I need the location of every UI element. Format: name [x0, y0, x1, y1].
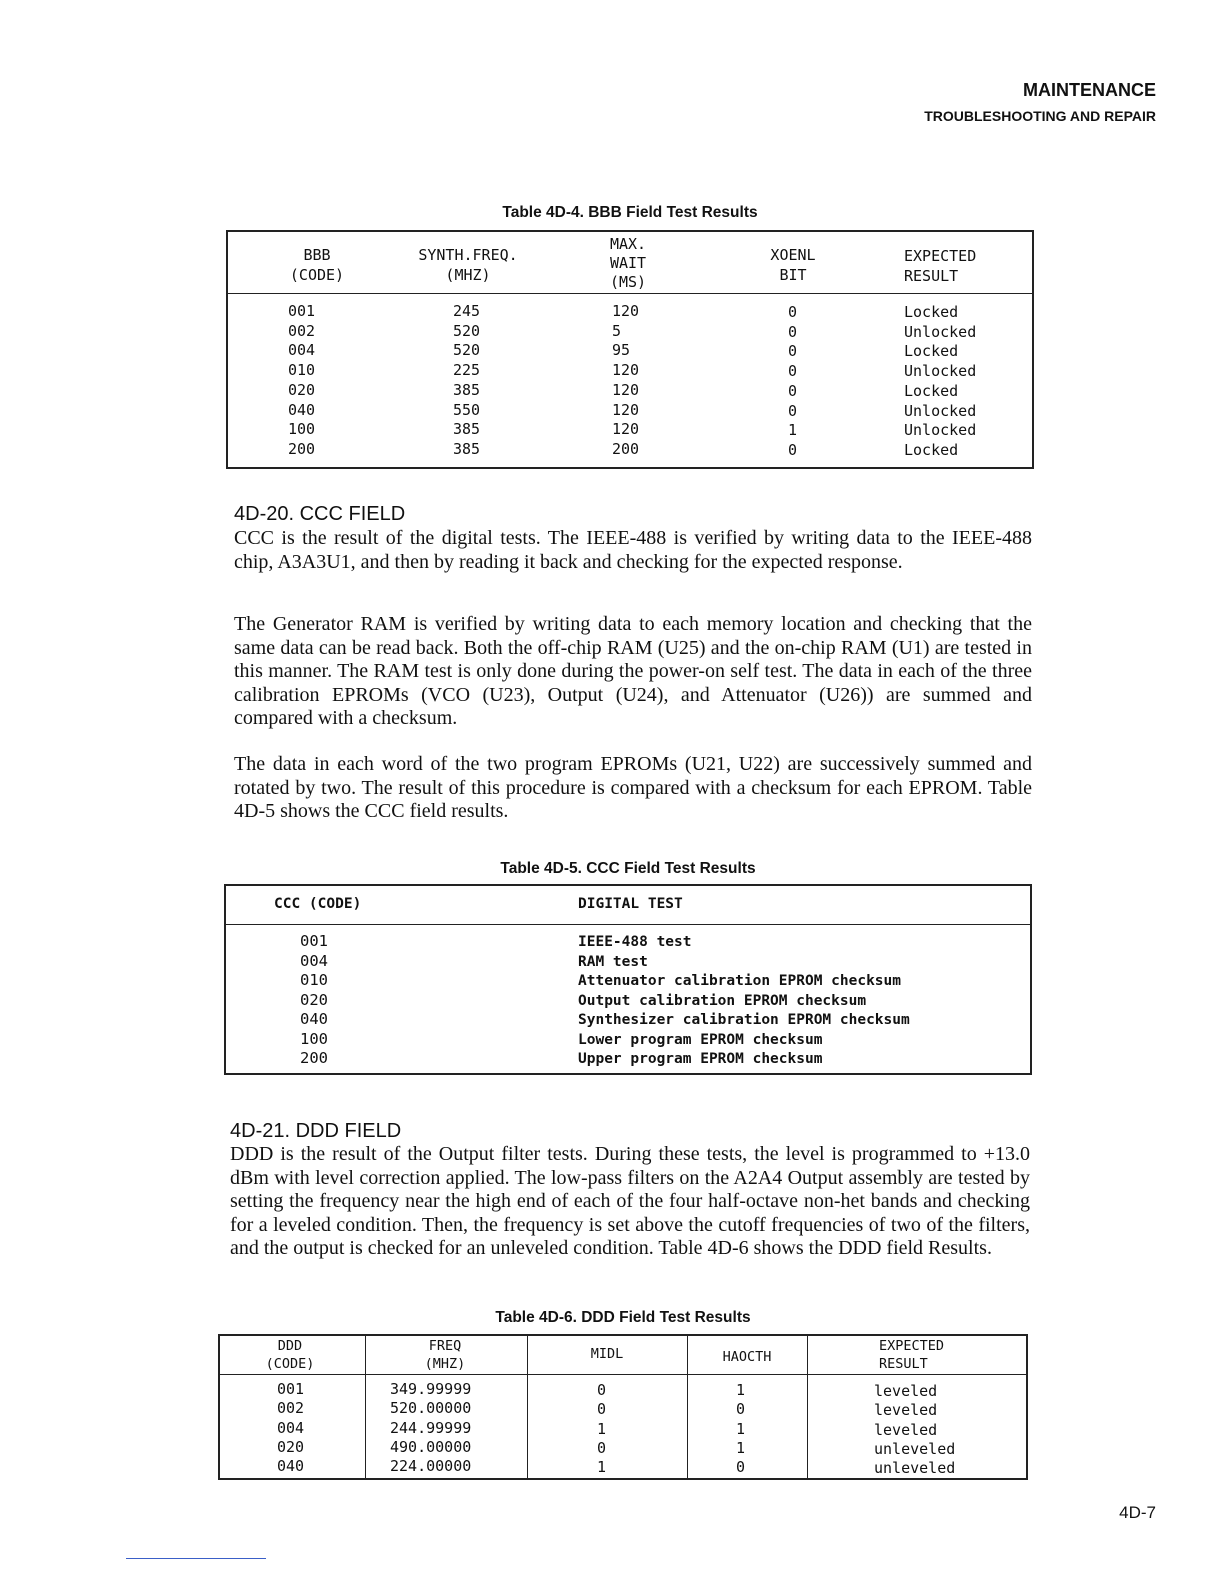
table-row-code: 100 — [300, 1029, 328, 1048]
table-row-code: 040 — [288, 400, 316, 419]
table-row-midl: 0 — [597, 1381, 607, 1399]
table-row-wait: 120 — [612, 380, 640, 399]
paragraph-ccc-1: CCC is the result of the digital tests. The IEEE-488 is verified by writing data to the IEEE-488 chip, A3A3U1, and then by reading it back and checking for the expected response. — [234, 527, 1032, 573]
table-row-haocth: 0 — [736, 1400, 746, 1419]
column-wait — [612, 302, 639, 460]
paragraph-ddd-1: DDD is the result of the Output filter tests. During these tests, the level is programmed to +13.0 dBm with level correction applied. The low-pass filters on the A2A4 Output assembly are tested by setting the frequency near the high end of each of the four half-octave non-het bands and checking for a leveled condition. Then, the frequency is set above the cutoff frequencies of two of the filters, and the output is checked for an unleveled condition. Table 4D-6 shows the DDD field Results. — [230, 1143, 1030, 1259]
table-row-result: unleveled — [874, 1459, 956, 1478]
table-row-code: 040 — [300, 1010, 328, 1028]
table-row-code: 020 — [300, 990, 328, 1009]
column-code — [288, 302, 315, 460]
table-row-bit: 0 — [788, 381, 798, 400]
table-row-code: 010 — [300, 971, 328, 989]
table-row-code: 001 — [277, 1380, 305, 1398]
header-midl: MIDL — [590, 1346, 624, 1362]
table-row-result: leveled — [874, 1401, 938, 1420]
header-xoenl-bit: XOENL BIT — [770, 246, 816, 284]
table-row-freq: 349.99999 — [390, 1380, 472, 1398]
table-row-test: Synthesizer calibration EPROM checksum — [578, 1012, 910, 1028]
table-row-wait: 95 — [612, 341, 631, 360]
header-expected-result: EXPECTED RESULT — [879, 1338, 945, 1372]
header-divider — [226, 924, 1030, 925]
table-4d6 — [218, 1334, 1028, 1480]
table-row-code: 020 — [288, 380, 316, 399]
table-row-test: Attenuator calibration EPROM checksum — [578, 973, 902, 989]
column-freq — [390, 1380, 471, 1476]
table-row-code: 020 — [277, 1437, 305, 1456]
table-row-midl: 1 — [597, 1419, 607, 1438]
section-heading-ddd-field: 4D-21. DDD FIELD — [230, 1120, 402, 1142]
table-row-midl: 0 — [597, 1400, 607, 1419]
table-row-result: Unlocked — [904, 322, 977, 341]
table-row-freq: 520 — [453, 321, 481, 340]
footer-rule — [126, 1558, 266, 1559]
header-ccc-code: CCC (CODE) — [274, 896, 362, 912]
table-row-result: leveled — [874, 1382, 938, 1400]
page-number: 4D-7 — [1119, 1503, 1156, 1522]
table-row-freq: 245 — [453, 302, 481, 320]
column-result — [904, 303, 976, 461]
table-row-test: Lower program EPROM checksum — [578, 1031, 823, 1048]
table-row-freq: 550 — [453, 400, 481, 419]
table-row-code: 100 — [288, 420, 316, 439]
table-row-freq: 520 — [453, 341, 481, 360]
table-row-code: 200 — [300, 1049, 328, 1067]
table-row-code: 002 — [288, 321, 316, 340]
table-row-bit: 0 — [788, 303, 798, 321]
table-row-result: Locked — [904, 303, 959, 321]
table-row-code: 004 — [300, 951, 328, 970]
table-row-test: RAM test — [578, 953, 648, 970]
table-row-result: Locked — [904, 342, 959, 361]
table-row-wait: 120 — [612, 302, 640, 320]
table-row-code: 004 — [288, 341, 316, 360]
table-row-haocth: 1 — [736, 1438, 746, 1457]
table-row-bit: 0 — [788, 401, 798, 420]
table-row-haocth: 1 — [736, 1419, 746, 1438]
running-header-title: MAINTENANCE — [1023, 80, 1156, 100]
table-row-test: Output calibration EPROM checksum — [578, 992, 867, 1009]
header-haocth: HAOCTH — [722, 1349, 772, 1365]
table-row-test: Upper program EPROM checksum — [578, 1051, 823, 1067]
table-row-result: Unlocked — [904, 421, 977, 440]
table-4d4-caption: Table 4D-4. BBB Field Test Results — [502, 204, 758, 221]
table-row-freq: 244.99999 — [390, 1418, 472, 1437]
table-row-result: leveled — [874, 1420, 938, 1439]
table-row-code: 001 — [300, 932, 328, 950]
column-divider — [807, 1336, 808, 1478]
table-row-result: Unlocked — [904, 362, 977, 381]
paragraph-ccc-2: The Generator RAM is verified by writing data to each memory location and checking that the same data can be read back. Both the off-chip RAM (U25) and the on-chip RAM (U1) are tested in this manner. The RAM test is only done during the power-on self test. The data in each of the three calibration EPROMs (VCO (U23), Output (U24), and Attenuator (U26)) are summed and compared with a checksum. — [234, 613, 1032, 729]
table-row-bit: 0 — [788, 440, 798, 459]
table-row-freq: 385 — [453, 439, 481, 458]
column-midl — [597, 1381, 606, 1477]
table-row-test: IEEE-488 test — [578, 934, 692, 950]
table-4d6-caption: Table 4D-6. DDD Field Test Results — [495, 1309, 751, 1326]
header-freq: FREQ (MHZ) — [424, 1338, 466, 1372]
header-divider — [228, 293, 1032, 294]
paragraph-ccc-3: The data in each word of the two program EPROMs (U21, U22) are successively summed and rotated by two. The result of this procedure is compared with a checksum for each EPROM. Table 4D-5 shows the CCC field results. — [234, 753, 1032, 822]
section-heading-ccc-field: 4D-20. CCC FIELD — [234, 503, 406, 525]
column-bit — [788, 303, 797, 461]
table-row-code: 001 — [288, 302, 316, 320]
column-freq — [453, 302, 480, 460]
table-row-freq: 385 — [453, 420, 481, 439]
column-ddd-code — [277, 1380, 304, 1476]
column-ccc-code — [300, 932, 328, 1069]
table-row-code: 040 — [277, 1457, 305, 1476]
header-digital-test: DIGITAL TEST — [578, 896, 683, 912]
table-row-result: Locked — [904, 440, 959, 459]
table-row-freq: 385 — [453, 380, 481, 399]
table-row-haocth: 1 — [736, 1381, 746, 1399]
column-divider — [365, 1336, 366, 1478]
table-row-code: 002 — [277, 1399, 305, 1418]
table-row-wait: 120 — [612, 420, 640, 439]
table-row-wait: 120 — [612, 400, 640, 419]
table-row-code: 004 — [277, 1418, 305, 1437]
table-row-result: Unlocked — [904, 401, 977, 420]
table-row-bit: 0 — [788, 322, 798, 341]
table-row-midl: 1 — [597, 1458, 607, 1477]
table-4d4 — [226, 230, 1034, 469]
table-row-freq: 490.00000 — [390, 1437, 472, 1456]
column-expected-result — [874, 1382, 955, 1478]
column-haocth — [736, 1381, 745, 1477]
table-row-midl: 0 — [597, 1438, 607, 1457]
column-digital-test — [578, 933, 910, 1070]
table-row-bit: 0 — [788, 342, 798, 361]
table-4d5 — [224, 884, 1032, 1075]
table-row-haocth: 0 — [736, 1458, 746, 1477]
header-ddd-code: DDD (CODE) — [265, 1338, 315, 1372]
table-row-wait: 200 — [612, 439, 640, 458]
table-row-wait: 5 — [612, 321, 622, 340]
table-row-result: unleveled — [874, 1439, 956, 1458]
table-row-freq: 520.00000 — [390, 1399, 472, 1418]
header-max-wait: MAX. WAIT (MS) — [609, 235, 647, 291]
table-row-code: 200 — [288, 439, 316, 458]
table-row-wait: 120 — [612, 361, 640, 380]
header-bbb-code: BBB (CODE) — [289, 246, 345, 284]
header-synth-freq: SYNTH.FREQ. (MHZ) — [418, 246, 518, 284]
header-divider — [220, 1374, 1026, 1375]
table-4d5-caption: Table 4D-5. CCC Field Test Results — [500, 860, 756, 877]
table-row-result: Locked — [904, 381, 959, 400]
table-row-freq: 225 — [453, 361, 481, 380]
header-expected-result: EXPECTED RESULT — [904, 247, 977, 285]
table-row-freq: 224.00000 — [390, 1457, 472, 1476]
table-row-bit: 1 — [788, 421, 798, 440]
running-header-subtitle: TROUBLESHOOTING AND REPAIR — [924, 108, 1156, 124]
table-row-bit: 0 — [788, 362, 798, 381]
table-row-code: 010 — [288, 361, 316, 380]
